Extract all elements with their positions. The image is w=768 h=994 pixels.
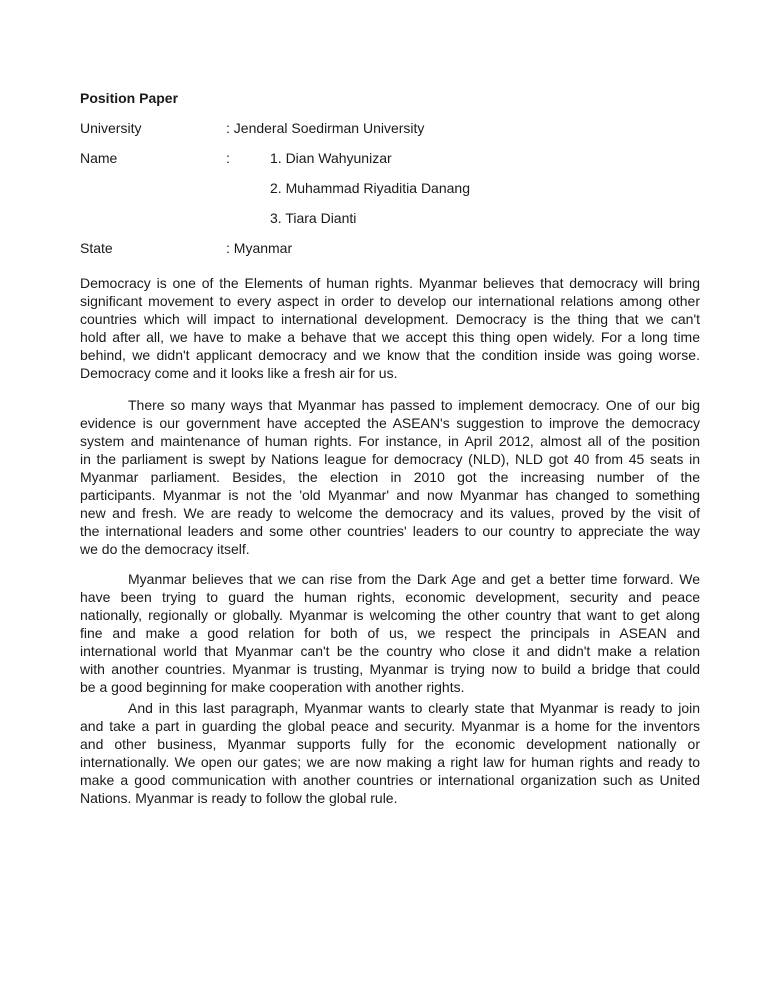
paragraph-line: and take a part in guarding the global peace and security. Myanmar is a home for the inventors: [80, 718, 700, 734]
university-label: University: [80, 120, 142, 136]
paragraph-line: we do the democracy itself.: [80, 541, 250, 557]
paragraph-line: and other business, Myanmar supports fully for the economic development nationally or: [80, 736, 700, 752]
paragraph-3: [80, 570, 700, 696]
paragraph-line: participants. Myanmar is not the 'old Myanmar' and now Myanmar has changed to something: [80, 487, 700, 503]
state-label: State: [80, 240, 113, 256]
author-name: 3. Tiara Dianti: [270, 210, 357, 226]
university-value: : Jenderal Soedirman University: [226, 120, 425, 136]
paragraph-1: [80, 274, 700, 382]
paragraph-line: Myanmar believes that we can rise from the Dark Age and get a better time forward. We: [128, 571, 700, 587]
document-title: Position Paper: [80, 90, 179, 106]
author-name: 1. Dian Wahyunizar: [270, 150, 392, 166]
paragraph-line: internationally. We open our gates; we are now making a right law for human rights and ready to: [80, 754, 700, 770]
paragraph-line: countries which will impact to international development. Democracy is the thing that we can't: [80, 311, 700, 327]
paragraph-line: make a good communication with another countries or international organization such as United: [80, 772, 700, 788]
paragraph-line: fine and make a good relation for both of us, we respect the principals in ASEAN and: [80, 625, 700, 641]
name-label: Name: [80, 150, 118, 166]
paragraph-line: Myanmar parliament. Besides, the election in 2010 got the increasing number of the: [80, 469, 700, 485]
paragraph-line: And in this last paragraph, Myanmar wants to clearly state that Myanmar is ready to join: [128, 700, 700, 716]
paragraph-line: system and maintenance of human rights. For instance, in April 2012, almost all of the position: [80, 433, 700, 449]
paragraph-line: have been trying to guard the human rights, economic development, security and peace: [80, 589, 700, 605]
paragraph-line: be a good beginning for make cooperation with another rights.: [80, 679, 465, 695]
paragraph-line: There so many ways that Myanmar has passed to implement democracy. One of our big: [128, 397, 700, 413]
paragraph-2: [80, 396, 700, 558]
paragraph-line: hold after all, we have to make a behave that we accept this thing open widely. For a long time: [80, 329, 700, 345]
paragraph-line: Democracy is one of the Elements of human rights. Myanmar believes that democracy will bring: [80, 275, 700, 291]
paragraph-line: with another countries. Myanmar is trusting, Myanmar is trying now to build a bridge that could: [80, 661, 700, 677]
paragraph-line: Democracy come and it looks like a fresh air for us.: [80, 365, 398, 381]
paragraph-line: significant movement to every aspect in order to develop our international relations among other: [80, 293, 700, 309]
paragraph-line: international world that Myanmar can't be the country who close it and didn't make a relation: [80, 643, 700, 659]
paragraph-4: [80, 699, 700, 807]
paragraph-line: evidence is our government have accepted the ASEAN's suggestion to improve the democracy: [80, 415, 700, 431]
paragraph-line: in the parliament is swept by Nations league for democracy (NLD), NLD got 40 from 45 seats in: [80, 451, 700, 467]
paragraph-line: the international leaders and some other countries' leaders to our country to appreciate the way: [80, 523, 700, 539]
paragraph-line: new and fresh. We are ready to welcome the democracy and its values, proved by the visit of: [80, 505, 700, 521]
author-name: 2. Muhammad Riyaditia Danang: [270, 180, 470, 196]
paragraph-line: nationally, regionally or globally. Myanmar is welcoming the other country that want to get along: [80, 607, 700, 623]
paragraph-line: behind, we didn't applicant democracy and we know that the condition inside was going worse.: [80, 347, 700, 363]
name-colon: :: [226, 150, 230, 166]
state-value: : Myanmar: [226, 240, 293, 256]
paragraph-line: Nations. Myanmar is ready to follow the global rule.: [80, 790, 398, 806]
